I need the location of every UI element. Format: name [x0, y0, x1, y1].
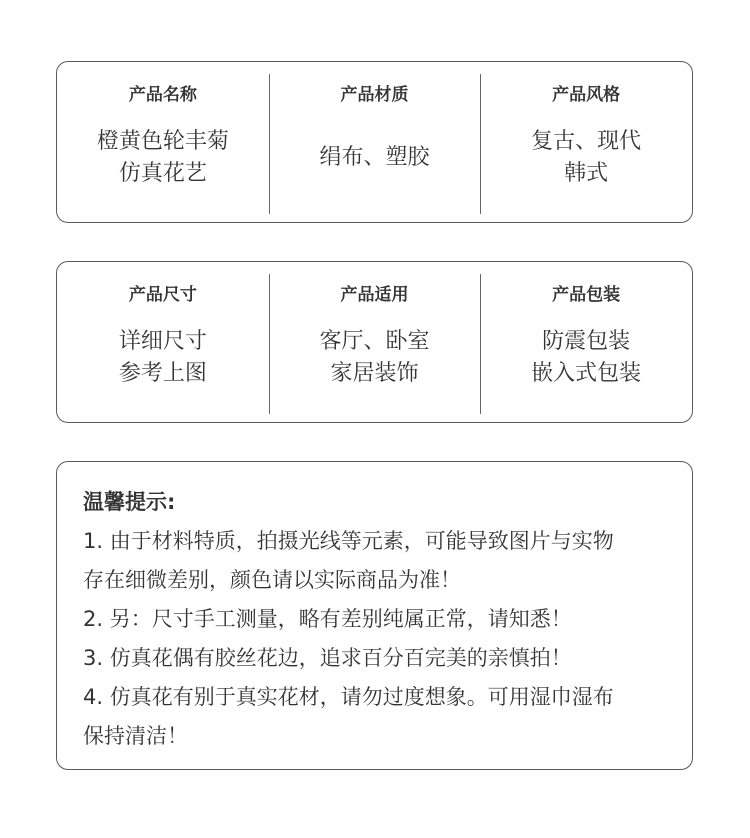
spec-value: [480, 322, 692, 394]
spec-value-line: 参考上图: [118, 361, 207, 386]
spec-cell-material: [269, 62, 481, 222]
spec-title: 产品名称: [128, 85, 197, 105]
spec-value-line: 客厅、卧室: [319, 329, 430, 354]
spec-title: 产品包装: [552, 285, 621, 305]
spec-title: 产品风格: [552, 85, 621, 105]
spec-cell-style: [480, 62, 692, 222]
tip-line: 保持清洁！: [83, 724, 188, 748]
tips-title: 温馨提示:: [83, 490, 176, 514]
spec-value: [57, 122, 269, 194]
spec-cell-size: [57, 262, 269, 422]
spec-value-line: 复古、现代: [531, 129, 642, 154]
spec-card-2: [56, 261, 693, 423]
spec-title: 产品尺寸: [128, 285, 197, 305]
tips-card: [56, 461, 693, 770]
spec-title: 产品材质: [340, 85, 409, 105]
spec-value-line: 橙黄色轮丰菊: [96, 129, 229, 154]
spec-value-line: 防震包装: [542, 329, 631, 354]
spec-value-line: 详细尺寸: [118, 329, 207, 354]
spec-card-1: [56, 61, 693, 223]
spec-cell-usage: [269, 262, 481, 422]
spec-value-line: 嵌入式包装: [531, 361, 642, 386]
spec-cell-product-name: [57, 62, 269, 222]
tip-line: 1. 由于材料特质，拍摄光线等元素，可能导致图片与实物: [83, 529, 614, 553]
spec-value: [57, 322, 269, 394]
spec-value-line: 绢布、塑胶: [319, 145, 430, 170]
spec-value-line: 仿真花艺: [118, 161, 207, 186]
spec-value: [269, 122, 481, 194]
tip-line: 2. 另：尺寸手工测量，略有差别纯属正常，请知悉！: [83, 607, 572, 631]
tip-line: 3. 仿真花偶有胶丝花边，追求百分百完美的亲慎拍！: [83, 646, 572, 670]
spec-value-line: 韩式: [564, 161, 609, 186]
spec-title: 产品适用: [340, 285, 409, 305]
spec-cell-packaging: [480, 262, 692, 422]
tip-line: 4. 仿真花有别于真实花材，请勿过度想象。可用湿巾湿布: [83, 685, 614, 709]
spec-value: [480, 122, 692, 194]
tip-line: 存在细微差别，颜色请以实际商品为准！: [83, 568, 461, 592]
spec-value: [269, 322, 481, 394]
spec-value-line: 家居装饰: [330, 361, 419, 386]
